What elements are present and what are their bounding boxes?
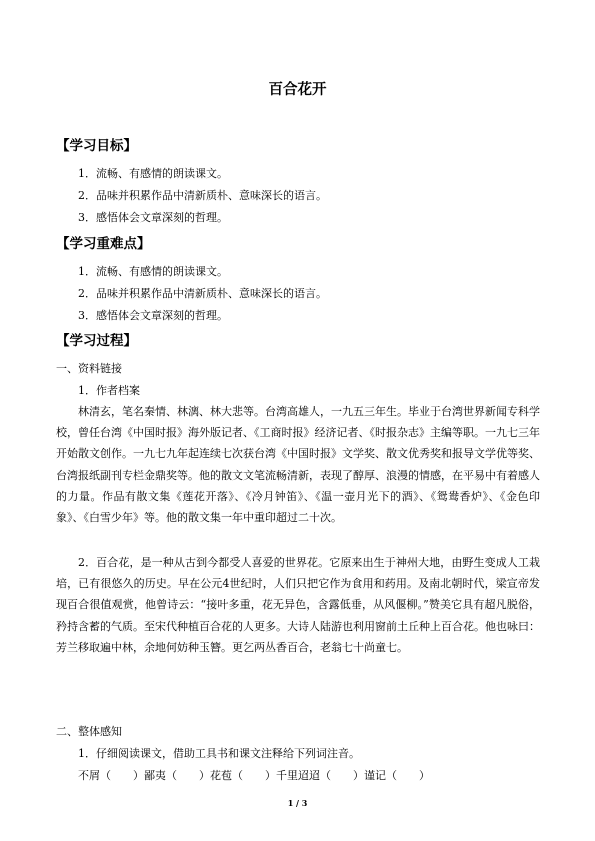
goal-item-1: 1．流畅、有感情的朗读课文。: [78, 167, 228, 180]
page-number: 1 / 3: [287, 798, 308, 808]
goal-item-2: 2．品味并积累作品中清新质朴、意味深长的语言。: [78, 189, 327, 202]
goal-item-3: 3．感悟体会文章深刻的哲理。: [78, 211, 228, 224]
author-profile-subheading: 1．作者档案: [78, 384, 140, 397]
section-heading-goals: 【学习目标】: [56, 138, 137, 154]
lily-info-paragraph: 2．百合花，是一种从古到今都受人喜爱的世界花。它原来出生于神州大地，由野生变成人工栽培，已有很悠久的历史。早在公元4世纪时，人们只把它作为食用和药用。及南北朝时代，梁宣帝发现百合很值观赏，他曾诗云：“接叶多重，花无异色，含露低垂，从风偃柳。”赞美它具有超凡脱俗，矜持含蓄的气质。至宋代种植百合花的人更多。大诗人陆游也利用窗前土丘种上百合花。他也咏曰：芳兰移取遍中林，余地何妨种玉簪。更乞两丛香百合，老翁七十尚童七。: [56, 556, 540, 654]
section-heading-key-points: 【学习重难点】: [56, 236, 151, 252]
part1-heading: 一、资料链接: [56, 362, 122, 375]
pinyin-blanks-line: 不屑（ ）鄙夷（ ）花苞（ ）千里迢迢（ ）谨记（ ）: [78, 769, 430, 782]
part2-heading: 二、整体感知: [56, 725, 122, 738]
section-heading-process: 【学习过程】: [56, 333, 137, 349]
part2-instruction: 1．仔细阅读课文，借助工具书和课文注释给下列词注音。: [78, 747, 360, 760]
page-title: 百合花开: [268, 82, 327, 98]
key-point-item-1: 1．流畅、有感情的朗读课文。: [78, 265, 228, 278]
key-point-item-3: 3．感悟体会文章深刻的哲理。: [78, 309, 228, 322]
key-point-item-2: 2．品味并积累作品中清新质朴、意味深长的语言。: [78, 287, 327, 300]
author-profile-paragraph: 林清玄，笔名秦情、林漓、林大悲等。台湾高雄人，一九五三年生。毕业于台湾世界新闻专科学校，曾任台湾《中国时报》海外版记者、《工商时报》经济记者、《时报杂志》主编等职。一九七三年开始散文创作。一九七九年起连续七次获台湾《中国时报》文学奖、散文优秀奖和报导文学优等奖、台湾报纸副刊专栏金鼎奖等。他的散文文笔流畅清新，表现了醇厚、浪漫的情感，在平易中有着感人的力量。作品有散文集《莲花开落》、《冷月钟笛》、《温一壶月光下的酒》、《鸳鸯香炉》、《金色印象》、《白雪少年》等。他的散文集一年中重印超过二十次。: [56, 405, 540, 525]
